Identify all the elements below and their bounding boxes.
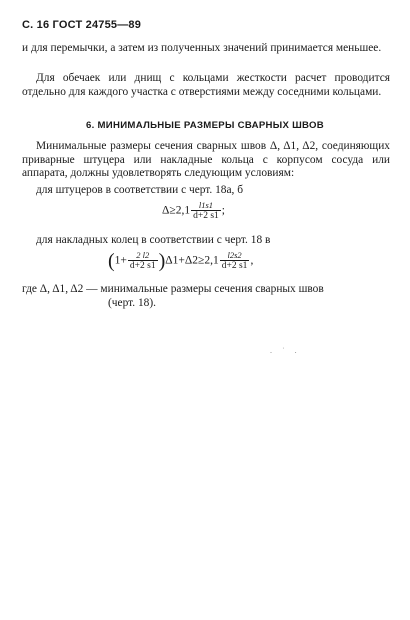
fraction-b-numerator: l2s2: [220, 250, 250, 261]
formula-close-paren: ): [158, 250, 166, 272]
fraction-b-denominator: d+2 s1: [221, 261, 248, 271]
where-clause: где Δ, Δ1, Δ2 — минимальные размеры сечения сварных швов: [22, 283, 324, 295]
formula-lhs: Δ≥2,1: [162, 204, 191, 217]
page-header: С. 16 ГОСТ 24755—89: [22, 19, 142, 31]
where-clause-reference: (черт. 18).: [108, 297, 156, 309]
fraction-denominator: d+2 s1: [193, 211, 219, 221]
formula-end: ,: [250, 254, 254, 267]
paragraph-rings-condition: для накладных колец в соответствии с черт. 18 в: [36, 234, 271, 246]
paragraph-weld-sizes: Минимальные размеры сечения сварных швов Δ, Δ1, Δ2, соединяющих приварные штуцера или накладные кольца с корпусом сосуда или аппарата, должны удовлетворять следующим условиям:: [22, 140, 390, 180]
scan-specks: . ˙ .: [270, 346, 301, 355]
fraction-a-denominator: d+2 s1: [129, 261, 156, 271]
formula-nozzle: [162, 200, 225, 222]
formula-middle: Δ1+Δ2≥2,1: [165, 254, 219, 267]
formula-fraction-a: [128, 250, 158, 272]
fraction-numerator: l1s1: [191, 200, 221, 211]
formula-end: ;: [221, 204, 225, 217]
paragraph-rings: Для обечаек или днищ с кольцами жесткости расчет проводится отдельно для каждого участка с отверстиями между соседними кольцами.: [22, 72, 390, 98]
formula-open-paren: (: [108, 250, 115, 272]
formula-fraction: [191, 200, 221, 222]
formula-one: 1+: [114, 254, 127, 267]
paragraph-continuation: и для перемычки, а затем из полученных значений принимается меньшее.: [22, 42, 382, 54]
section-title: 6. МИНИМАЛЬНЫЕ РАЗМЕРЫ СВАРНЫХ ШВОВ: [85, 120, 325, 131]
formula-fraction-b: [220, 250, 250, 272]
formula-rings: [108, 250, 253, 272]
fraction-a-numerator: 2 l2: [128, 250, 158, 261]
paragraph-nozzles: для штуцеров в соответствии с черт. 18а, б: [36, 184, 244, 196]
